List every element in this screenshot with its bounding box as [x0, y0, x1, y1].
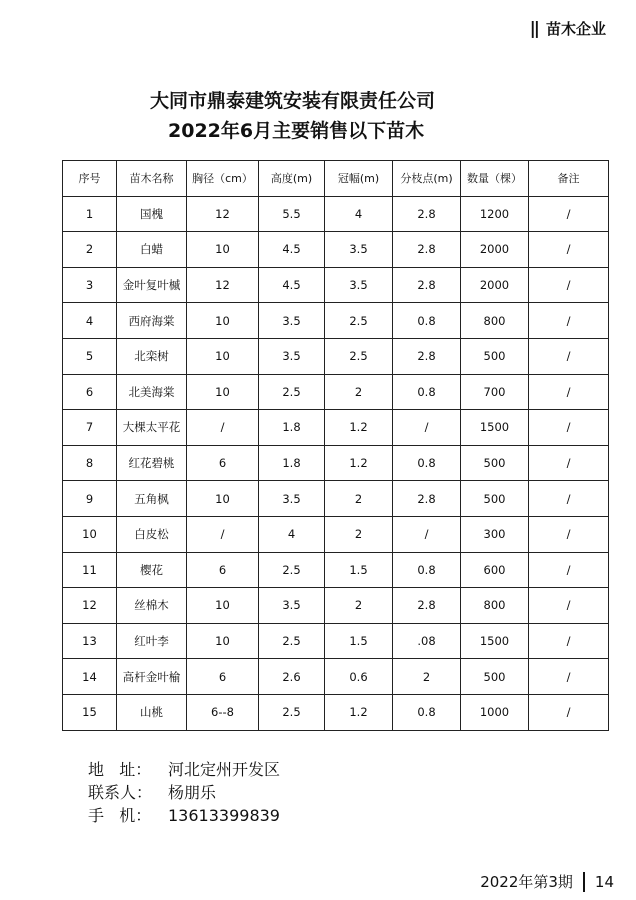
- table-cell: 2: [325, 374, 393, 410]
- table-row: [63, 196, 609, 232]
- table-cell: /: [529, 303, 609, 339]
- table-cell: 4.5: [259, 267, 325, 303]
- table-cell: 2: [325, 481, 393, 517]
- table-cell: 10: [187, 623, 259, 659]
- table-cell: 0.8: [393, 374, 461, 410]
- table-cell: 6--8: [187, 694, 259, 730]
- table-cell: 10: [187, 232, 259, 268]
- table-cell: 10: [187, 374, 259, 410]
- table-cell: /: [529, 694, 609, 730]
- table-cell: 500: [461, 481, 529, 517]
- table-cell: 1.8: [259, 410, 325, 446]
- table-cell: /: [529, 196, 609, 232]
- table-cell: 丝棉木: [117, 588, 187, 624]
- table-cell: /: [529, 267, 609, 303]
- table-cell: 2.8: [393, 196, 461, 232]
- table-cell: 5.5: [259, 196, 325, 232]
- table-cell: 2.5: [259, 552, 325, 588]
- footer-divider: [583, 872, 585, 892]
- table-row: [63, 588, 609, 624]
- table-cell: 800: [461, 588, 529, 624]
- table-cell: 西府海棠: [117, 303, 187, 339]
- table-cell: 1.2: [325, 410, 393, 446]
- person-label: 联系人：: [88, 783, 153, 802]
- table-cell: /: [529, 410, 609, 446]
- table-cell: 山桃: [117, 694, 187, 730]
- table-cell: 14: [63, 659, 117, 695]
- section-tag: [530, 18, 606, 39]
- table-cell: /: [187, 410, 259, 446]
- address-row: [88, 758, 280, 781]
- table-cell: 1000: [461, 694, 529, 730]
- table-row: [63, 481, 609, 517]
- column-header: 备注: [529, 161, 609, 197]
- table-cell: 2000: [461, 232, 529, 268]
- section-bars: ||: [529, 18, 538, 39]
- table-cell: 3.5: [259, 338, 325, 374]
- table-cell: /: [529, 516, 609, 552]
- table-cell: 2.5: [259, 694, 325, 730]
- table-cell: 6: [63, 374, 117, 410]
- table-cell: 0.8: [393, 552, 461, 588]
- table-cell: 2.5: [325, 338, 393, 374]
- table-cell: 11: [63, 552, 117, 588]
- column-header: 胸径（cm）: [187, 161, 259, 197]
- column-header: 分枝点(m): [393, 161, 461, 197]
- table-cell: 3.5: [259, 588, 325, 624]
- table-cell: 2.8: [393, 481, 461, 517]
- table-cell: 0.8: [393, 445, 461, 481]
- table-cell: 5: [63, 338, 117, 374]
- table-cell: 3.5: [259, 481, 325, 517]
- table-cell: 1.8: [259, 445, 325, 481]
- column-header: 序号: [63, 161, 117, 197]
- table-cell: /: [529, 445, 609, 481]
- table-row: [63, 267, 609, 303]
- table-cell: 1: [63, 196, 117, 232]
- column-header: 数量（棵）: [461, 161, 529, 197]
- table-cell: 10: [187, 481, 259, 517]
- table-cell: 4: [259, 516, 325, 552]
- table-cell: 12: [187, 267, 259, 303]
- table-row: [63, 410, 609, 446]
- table-cell: 3.5: [325, 232, 393, 268]
- table-cell: 0.8: [393, 694, 461, 730]
- table-cell: 6: [187, 445, 259, 481]
- table-row: [63, 374, 609, 410]
- table-cell: 北美海棠: [117, 374, 187, 410]
- table-cell: 7: [63, 410, 117, 446]
- table-cell: 北栾树: [117, 338, 187, 374]
- table-cell: 12: [63, 588, 117, 624]
- table-cell: 4: [63, 303, 117, 339]
- table-cell: 500: [461, 659, 529, 695]
- table-cell: 800: [461, 303, 529, 339]
- table-cell: 2.5: [259, 374, 325, 410]
- table-cell: 1.2: [325, 445, 393, 481]
- table-cell: /: [393, 516, 461, 552]
- table-cell: 6: [187, 552, 259, 588]
- table-cell: 500: [461, 338, 529, 374]
- table-cell: .08: [393, 623, 461, 659]
- table-cell: /: [529, 232, 609, 268]
- person-row: [88, 781, 280, 804]
- issue-label: 2022年第3期: [480, 873, 573, 891]
- table-cell: /: [529, 374, 609, 410]
- nursery-table: [62, 160, 609, 731]
- person-value: 杨朋乐: [168, 783, 217, 802]
- page-footer: [480, 871, 614, 892]
- table-cell: 2: [325, 588, 393, 624]
- table-cell: 3.5: [259, 303, 325, 339]
- table-cell: /: [529, 588, 609, 624]
- contact-info: [88, 758, 280, 827]
- table-cell: 2: [63, 232, 117, 268]
- table-cell: 9: [63, 481, 117, 517]
- address-value: 河北定州开发区: [168, 760, 281, 779]
- phone-label: 手 机：: [88, 806, 152, 825]
- table-cell: 红叶李: [117, 623, 187, 659]
- company-title: 大同市鼎泰建筑安装有限责任公司: [150, 90, 436, 112]
- table-cell: 0.8: [393, 303, 461, 339]
- table-cell: 2.8: [393, 338, 461, 374]
- table-cell: 2000: [461, 267, 529, 303]
- table-cell: 6: [187, 659, 259, 695]
- sales-title: 2022年6月主要销售以下苗木: [168, 120, 425, 142]
- page-number: 14: [594, 872, 614, 891]
- table-cell: 4: [325, 196, 393, 232]
- table-cell: 0.6: [325, 659, 393, 695]
- table-cell: /: [393, 410, 461, 446]
- table-cell: 15: [63, 694, 117, 730]
- table-cell: 4.5: [259, 232, 325, 268]
- table-cell: /: [529, 481, 609, 517]
- table-cell: 白皮松: [117, 516, 187, 552]
- column-header: 冠幅(m): [325, 161, 393, 197]
- table-cell: 12: [187, 196, 259, 232]
- table-cell: 3: [63, 267, 117, 303]
- table-cell: 高杆金叶榆: [117, 659, 187, 695]
- table-cell: 300: [461, 516, 529, 552]
- table-cell: 10: [187, 338, 259, 374]
- table-cell: 10: [187, 588, 259, 624]
- phone-value: 13613399839: [168, 806, 280, 825]
- table-row: [63, 552, 609, 588]
- table-cell: 2.5: [259, 623, 325, 659]
- table-cell: 2.8: [393, 267, 461, 303]
- table-cell: 1500: [461, 410, 529, 446]
- table-cell: /: [529, 623, 609, 659]
- table-row: [63, 445, 609, 481]
- table-cell: 2: [325, 516, 393, 552]
- table-row: [63, 694, 609, 730]
- table-cell: 2.5: [325, 303, 393, 339]
- table-cell: 白蜡: [117, 232, 187, 268]
- column-header: 苗木名称: [117, 161, 187, 197]
- table-row: [63, 659, 609, 695]
- table-header: [63, 161, 609, 197]
- table-cell: 红花碧桃: [117, 445, 187, 481]
- table-cell: 1.2: [325, 694, 393, 730]
- table-cell: 2.8: [393, 232, 461, 268]
- table-cell: 13: [63, 623, 117, 659]
- table-row: [63, 623, 609, 659]
- table-cell: 1500: [461, 623, 529, 659]
- table-cell: 500: [461, 445, 529, 481]
- table-cell: 1.5: [325, 552, 393, 588]
- table-cell: 600: [461, 552, 529, 588]
- table-row: [63, 232, 609, 268]
- table-cell: 大棵太平花: [117, 410, 187, 446]
- table-row: [63, 516, 609, 552]
- table-cell: 10: [63, 516, 117, 552]
- table-cell: /: [529, 659, 609, 695]
- phone-row: [88, 804, 280, 827]
- address-label: 地 址：: [88, 760, 152, 779]
- table-cell: 2: [393, 659, 461, 695]
- table-body: [63, 196, 609, 730]
- table-cell: 2.8: [393, 588, 461, 624]
- table-cell: 金叶复叶槭: [117, 267, 187, 303]
- table-cell: 国槐: [117, 196, 187, 232]
- table-cell: 五角枫: [117, 481, 187, 517]
- table-cell: /: [529, 552, 609, 588]
- section-label: 苗木企业: [545, 20, 606, 38]
- table-cell: 樱花: [117, 552, 187, 588]
- table-cell: /: [529, 338, 609, 374]
- table-cell: /: [187, 516, 259, 552]
- table-row: [63, 303, 609, 339]
- table-cell: 8: [63, 445, 117, 481]
- table-cell: 3.5: [325, 267, 393, 303]
- column-header: 高度(m): [259, 161, 325, 197]
- header-row: [63, 161, 609, 197]
- table-cell: 2.6: [259, 659, 325, 695]
- table-cell: 1200: [461, 196, 529, 232]
- table-row: [63, 338, 609, 374]
- table-cell: 1.5: [325, 623, 393, 659]
- table-cell: 10: [187, 303, 259, 339]
- table-cell: 700: [461, 374, 529, 410]
